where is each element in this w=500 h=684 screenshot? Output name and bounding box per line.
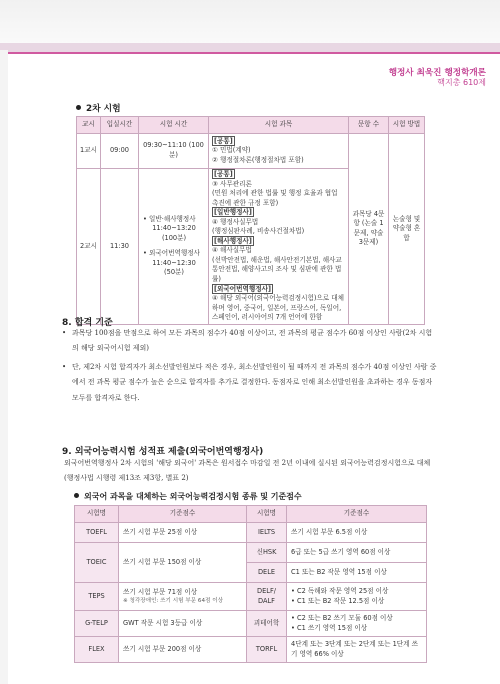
section-8-heading: 8. 합격 기준	[62, 318, 113, 328]
score-gtelp: GWT 작문 시험 3등급 이상	[119, 611, 247, 637]
foreign-test-table	[74, 505, 427, 663]
subjects-2	[209, 169, 349, 325]
exam-flex: FLEX	[75, 637, 119, 663]
subject-general-desc: (행정심판사례, 비송사건절차법)	[212, 227, 305, 236]
method-cell: 논술형 및 약술형 혼합	[389, 134, 425, 325]
exam-delf: DELF/ DALF	[247, 583, 287, 611]
subject-procedure: ② 행정절차론(행정절차법 포함)	[212, 155, 304, 164]
score-toefl: 쓰기 시험 부문 25점 이상	[119, 523, 247, 543]
pass-criteria-2-text: 단, 제2차 시험 합격자가 최소선발인원보다 적은 경우, 최소선발인원이 될 때까지 전 과목의 점수가 40점 이상인 사람 중에서 전 과목 평균 점수가 높은 순으로 합격자를 추가로 결정한다. 동점자로 인해 최소선발인원을 초과하는 경우 동점자 모두를 합격자로 한다.	[72, 363, 437, 402]
time-general-minutes: (100분)	[161, 233, 187, 242]
score-toeic: 쓰기 시험 부문 150점 이상	[119, 543, 247, 583]
col-method: 시험 방법	[389, 117, 425, 134]
table-row	[75, 637, 427, 663]
pass-criteria-1-text: 과목당 100점을 만점으로 하여 모든 과목의 점수가 40점 이상이고, 전 과목의 평균 점수가 60점 이상인 사람(2차 시험의 해당 외국어시험 제외)	[72, 329, 433, 353]
section-9-heading: 9. 외국어능력시험 성적표 제출(외국어번역행정사)	[62, 447, 264, 457]
col-questions: 문항 수	[349, 117, 389, 134]
subject-office-desc: (민원 처리에 관한 법률 및 행정 효율과 협업 촉진에 관한 규정 포함)	[212, 189, 338, 207]
subject-civil: ① 민법(계약)	[212, 146, 251, 155]
table-row	[75, 543, 427, 563]
page-gutter	[0, 50, 8, 684]
exam-teps: TEPS	[75, 583, 119, 611]
score-hsk: 6급 또는 5급 쓰기 영역 60점 이상	[287, 543, 427, 563]
section-2nd-exam-heading: 2차 시험	[76, 101, 121, 114]
pass-criteria-2	[62, 360, 438, 406]
entry-2: 11:30	[101, 169, 139, 325]
exam-toefl: TOEFL	[75, 523, 119, 543]
exam-ielts: IELTS	[247, 523, 287, 543]
score-delf-1: • C2 독해와 작문 영역 25점 이상	[291, 586, 389, 595]
time-general-label: • 일반·해사행정사	[143, 214, 196, 223]
table-row	[75, 611, 427, 637]
bullet-mark: •	[62, 363, 67, 371]
second-exam-table	[76, 116, 425, 325]
subject-sea-desc: (선박안전법, 해운법, 해사안전기본법, 해사교통안전법, 해양사고의 조사 및 심판에 관한 법률)	[212, 255, 342, 284]
score-ielts: 쓰기 시험 부문 6.5점 이상	[287, 523, 427, 543]
subject-office: ③ 사무관리론	[212, 179, 252, 188]
tag-common: [공통]	[214, 136, 233, 145]
col-score: 기준점수	[119, 506, 247, 523]
score-goethe-1: • C2 또는 B2 쓰기 모듈 60점 이상	[291, 613, 393, 622]
score-goethe	[287, 611, 427, 637]
period-2: 2교시	[77, 169, 101, 325]
bullet-icon	[74, 493, 79, 498]
col-exam-2: 시험명	[247, 506, 287, 523]
running-header-title: 행정사 최욱진 행정학개론	[388, 68, 486, 78]
bullet-icon	[76, 105, 81, 110]
col-entry: 입실시간	[101, 117, 139, 134]
exam-gtelp: G-TELP	[75, 611, 119, 637]
col-time: 시험 시간	[139, 117, 209, 134]
score-teps-note: ※ 청각장애인: 쓰기 시험 부문 64점 이상	[123, 598, 224, 605]
section-9-paragraph: 외국어번역행정사 2차 시험의 '해당 외국어' 과목은 원서접수 마감일 전 2년 이내에 실시된 외국어능력검정시험으로 대체(행정사법 시행령 제13조 제3항, 별표 2)	[64, 459, 431, 483]
score-goethe-2: • C1 쓰기 영역 15점 이상	[291, 623, 368, 632]
questions-cell: 과목당 4문항 (논술 1문제, 약술 3문제)	[349, 134, 389, 325]
table-header-row	[77, 117, 425, 134]
foreign-test-subheading: 외국어 과목을 대체하는 외국어능력검정시험 종류 및 기준점수	[74, 491, 302, 502]
col-subject: 시험 과목	[209, 117, 349, 134]
time-foreign-range: 11:40~12:30	[152, 258, 196, 267]
pass-criteria-1	[62, 326, 438, 357]
subject-foreign: ④ 해당 외국어(외국어능력검정시험)으로 대체하며 영어, 중국어, 일본어, 프랑스어, 독일어, 스페인어, 러시아어의 7개 언어에 한함	[212, 294, 344, 322]
table-row	[75, 583, 427, 611]
table-header-row	[75, 506, 427, 523]
exam-hsk: 신HSK	[247, 543, 287, 563]
col-score-2: 기준점수	[287, 506, 427, 523]
score-delf	[287, 583, 427, 611]
tag-general: [일반행정사]	[214, 208, 252, 217]
tag-foreign: [외국어번역행정사]	[214, 284, 271, 293]
time-foreign-label: • 외국어번역행정사	[143, 249, 200, 258]
time-general-range: 11:40~13:20	[152, 224, 196, 233]
running-header-subtitle: 핵지총 610제	[437, 78, 486, 87]
score-flex: 쓰기 시험 부문 200점 이상	[119, 637, 247, 663]
subject-sea: ④ 해사실무법	[212, 246, 252, 255]
entry-1: 09:00	[101, 134, 139, 169]
score-dele: C1 또는 B2 작문 영역 15점 이상	[287, 563, 427, 583]
exam-torfl: TORFL	[247, 637, 287, 663]
exam-toeic: TOEIC	[75, 543, 119, 583]
time-2	[139, 169, 209, 325]
exam-goethe: 괴테어학	[247, 611, 287, 637]
exam-dele: DELE	[247, 563, 287, 583]
table-row	[75, 523, 427, 543]
bullet-mark: •	[62, 329, 67, 337]
subject-general: ④ 행정사실무법	[212, 217, 259, 226]
score-torfl: 4단계 또는 3단계 또는 2단계 또는 1단계 쓰기 영역 66% 이상	[287, 637, 427, 663]
header-rule	[0, 52, 500, 54]
table-row	[77, 134, 425, 169]
col-period: 교시	[77, 117, 101, 134]
period-1: 1교시	[77, 134, 101, 169]
col-exam: 시험명	[75, 506, 119, 523]
score-teps-main: 쓰기 시험 부문 71점 이상	[123, 587, 198, 596]
time-foreign-minutes: (50분)	[164, 268, 184, 277]
tag-common: [공통]	[214, 170, 233, 178]
score-teps	[119, 583, 247, 611]
tag-sea: [해사행정사]	[214, 236, 252, 245]
subjects-1	[209, 134, 349, 169]
time-1: 09:30~11:10 (100분)	[139, 134, 209, 169]
score-delf-2: • C1 또는 B2 작문 12.5점 이상	[291, 596, 385, 605]
